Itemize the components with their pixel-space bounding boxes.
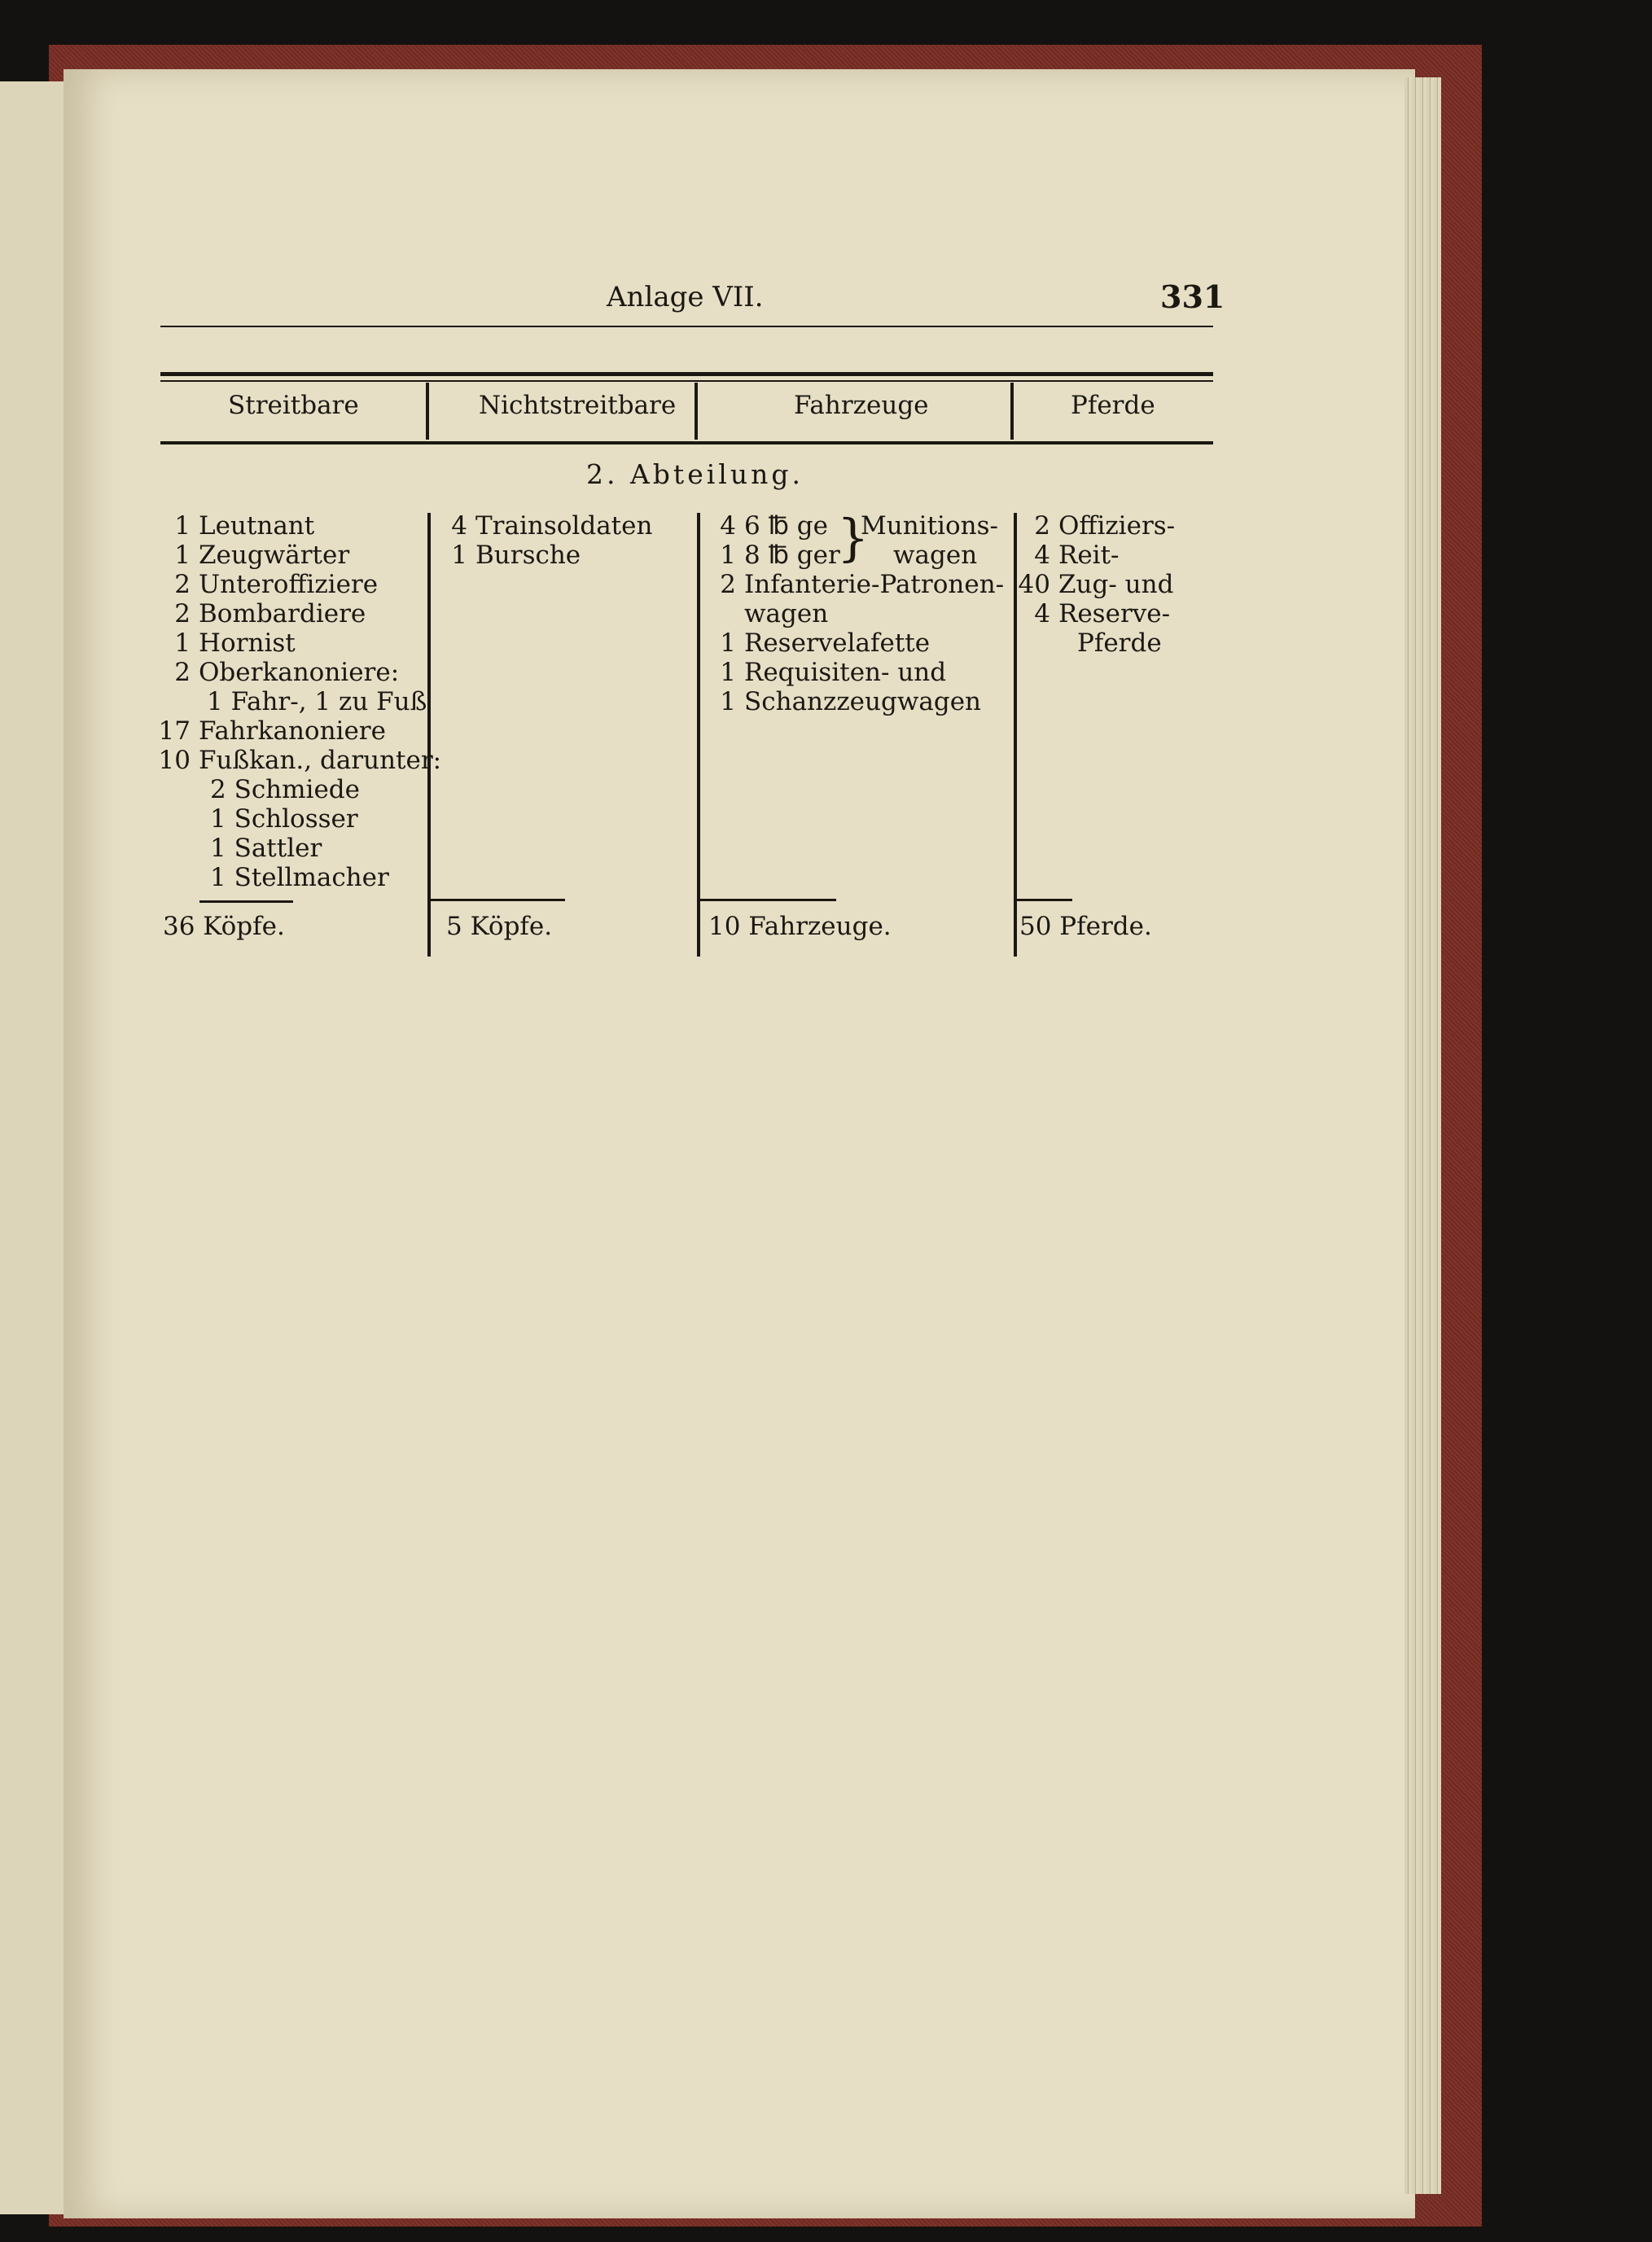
list-item: 1 Sattler (210, 834, 322, 863)
list-item: 4 Reit- (1034, 541, 1120, 570)
list-item: 4 Trainsoldaten (451, 511, 653, 541)
brace-symbol: } (837, 508, 870, 567)
list-item: 1 Fahr-, 1 zu Fuß (207, 687, 427, 716)
column-streitbare (156, 511, 441, 892)
list-item: 2 Infanterie-Patronen- (720, 570, 1005, 599)
list-item: 4 Reserve- (1034, 599, 1171, 628)
total-streitbare: 36 Köpfe. (163, 912, 285, 941)
list-item: 10 Fußkan., darunter: (158, 746, 442, 775)
list-item: 1 Bursche (451, 541, 581, 570)
list-item: 40 Zug- und (1018, 570, 1174, 599)
list-item: Pferde (1077, 628, 1162, 658)
list-item: 2 Oberkanoniere: (174, 658, 400, 687)
header-streitbare: Streitbare (228, 391, 359, 420)
sum-rule-fahrzeuge (700, 899, 836, 901)
list-item: 2 Offiziers- (1034, 511, 1176, 541)
list-item: 1 Leutnant (174, 511, 315, 541)
list-item: 1 Schanzzeugwagen (720, 687, 982, 716)
list-item: 1 8 ℔ ger wagen (720, 541, 978, 570)
list-item: 2 Bombardiere (174, 599, 366, 628)
list-item: 1 Schlosser (210, 804, 358, 834)
list-item: 2 Unteroffiziere (174, 570, 379, 599)
table-rule-header-bottom (160, 441, 1213, 444)
list-item: 1 Stellmacher (210, 863, 389, 892)
list-item: 4 6 ℔ ge Munitions- (720, 511, 998, 541)
running-title: Anlage VII. (607, 281, 764, 313)
col-divider-3-header (1010, 383, 1014, 440)
column-nichtstreitbare (433, 511, 652, 570)
list-item: wagen (744, 599, 829, 628)
page-number: 331 (1160, 278, 1225, 315)
list-item: 1 Zeugwärter (174, 541, 350, 570)
section-title: 2. Abteilung. (586, 458, 804, 490)
total-pferde: 50 Pferde. (1019, 912, 1152, 941)
header-pferde: Pferde (1071, 391, 1155, 420)
list-item: 1 Requisiten- und (720, 658, 947, 687)
table-rule-sub (160, 380, 1213, 382)
col-divider-1-header (426, 383, 429, 440)
total-fahrzeuge: 10 Fahrzeuge. (708, 912, 892, 941)
list-item: 2 Schmiede (210, 775, 360, 804)
sum-rule-nichtstreitbare (431, 899, 565, 901)
list-item: 1 Reservelafette (720, 628, 931, 658)
sum-rule-streitbare (199, 900, 293, 903)
page-edges (1404, 77, 1441, 2194)
col-divider-2-body (697, 513, 700, 957)
column-pferde (1016, 511, 1175, 658)
total-nichtstreitbare: 5 Köpfe. (446, 912, 553, 941)
table-rule-top (160, 372, 1213, 376)
list-item: 1 Hornist (174, 628, 296, 658)
header-nichtstreitbare: Nichtstreitbare (479, 391, 677, 420)
header-fahrzeuge: Fahrzeuge (794, 391, 929, 420)
left-page-edge (0, 81, 64, 2214)
list-item: 17 Fahrkanoniere (158, 716, 386, 746)
sum-rule-pferde (1017, 899, 1072, 901)
header-rule-top (160, 326, 1213, 327)
col-divider-2-header (695, 383, 698, 440)
